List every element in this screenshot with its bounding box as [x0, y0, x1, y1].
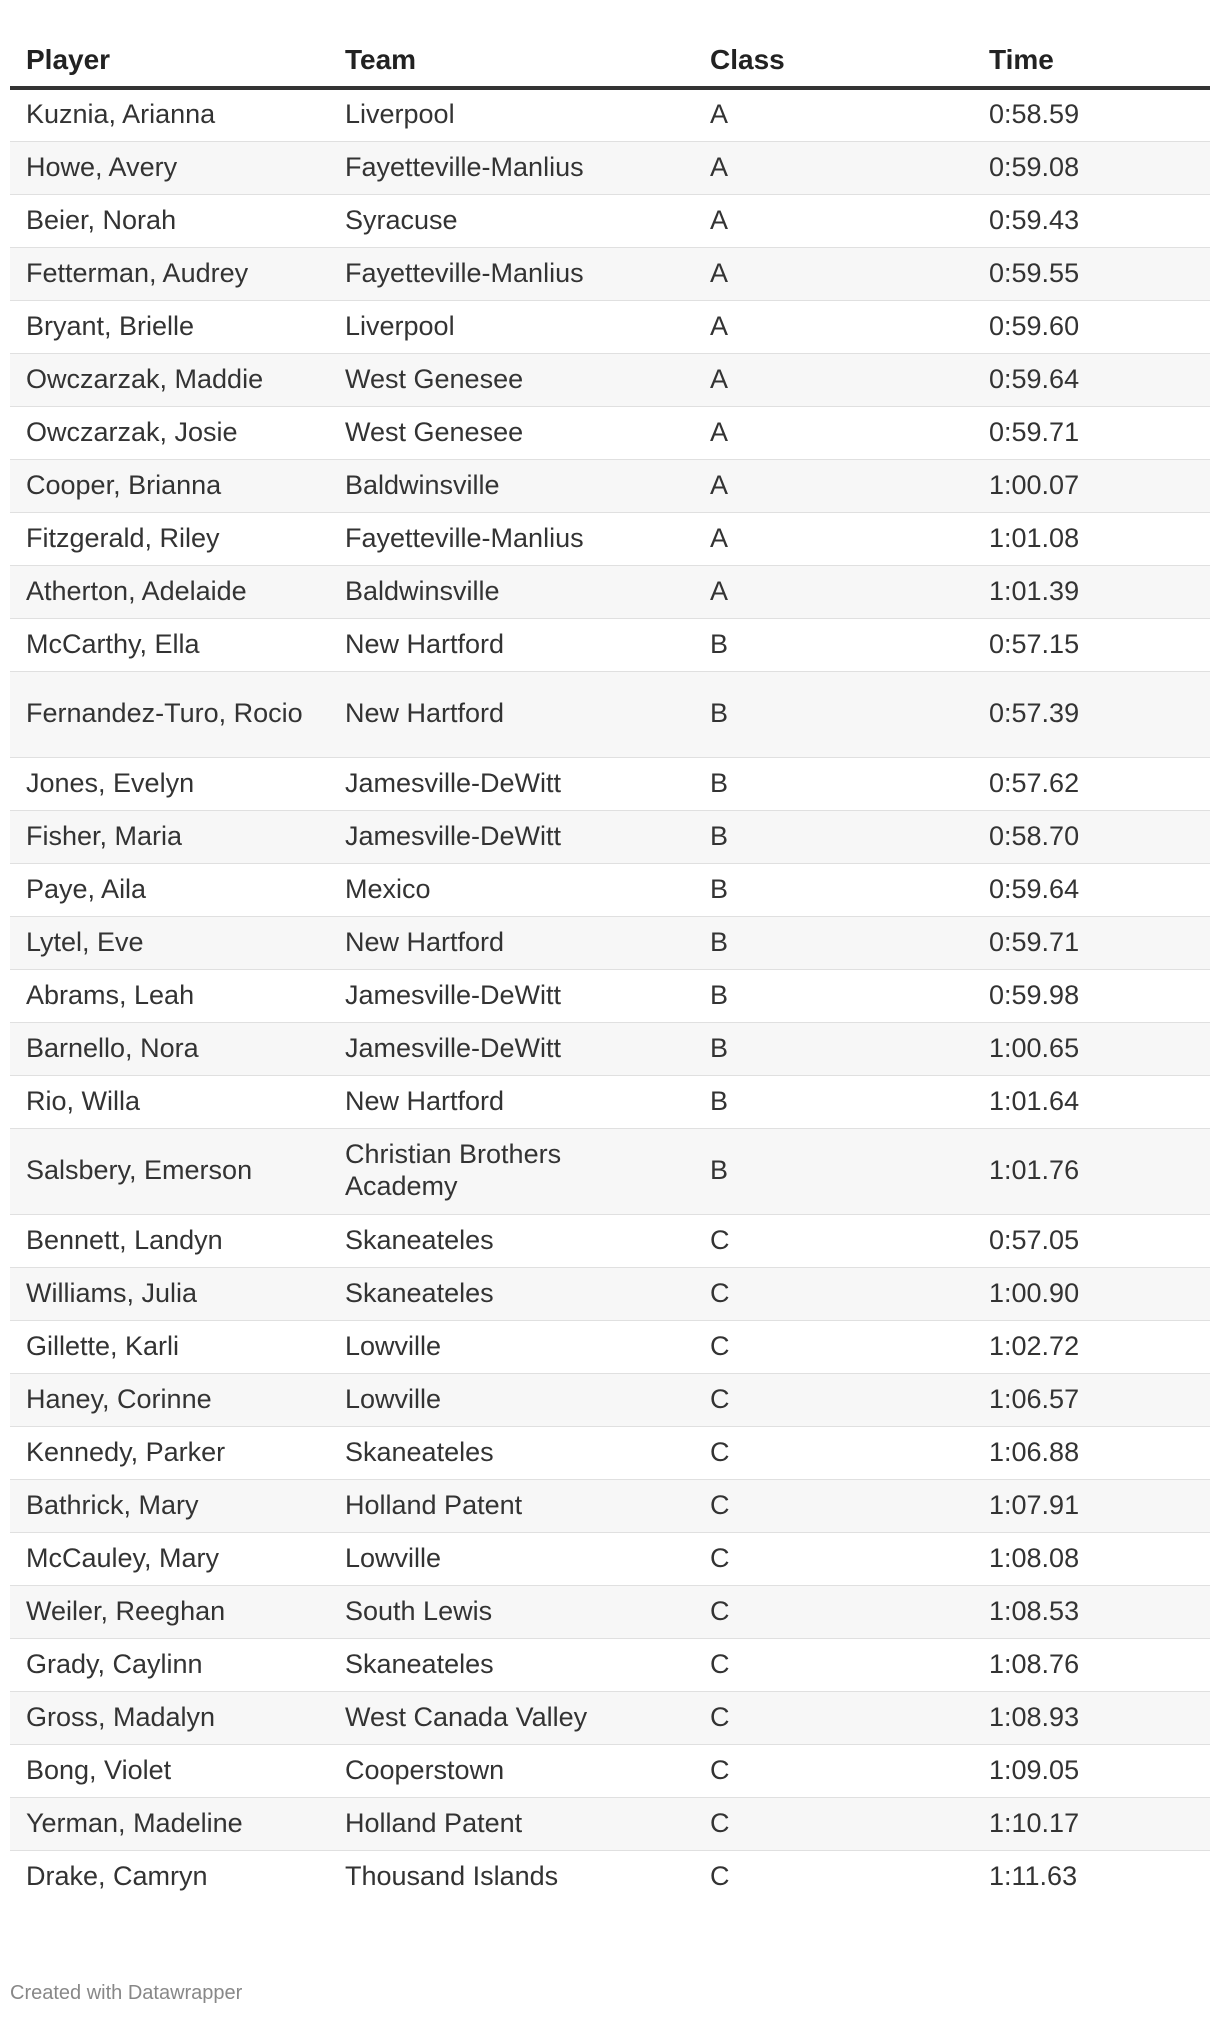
- player-cell: Fitzgerald, Riley: [10, 512, 329, 565]
- player-cell: Howe, Avery: [10, 141, 329, 194]
- player-cell: Gross, Madalyn: [10, 1691, 329, 1744]
- class-cell: A: [694, 247, 973, 300]
- column-header-player[interactable]: Player: [10, 24, 329, 88]
- player-cell: Barnello, Nora: [10, 1022, 329, 1075]
- time-cell: 1:02.72: [973, 1320, 1210, 1373]
- time-cell: 1:07.91: [973, 1479, 1210, 1532]
- player-cell: Owczarzak, Josie: [10, 406, 329, 459]
- team-cell: Skaneateles: [329, 1267, 694, 1320]
- time-cell: 0:59.71: [973, 406, 1210, 459]
- class-cell: B: [694, 1022, 973, 1075]
- team-cell: New Hartford: [329, 916, 694, 969]
- team-cell: Jamesville-DeWitt: [329, 1022, 694, 1075]
- table-row: [10, 512, 1210, 565]
- table-header: [10, 24, 1210, 88]
- time-cell: 0:58.70: [973, 810, 1210, 863]
- team-cell: Lowville: [329, 1320, 694, 1373]
- class-cell: B: [694, 618, 973, 671]
- player-cell: Abrams, Leah: [10, 969, 329, 1022]
- team-cell: Liverpool: [329, 88, 694, 141]
- team-cell: Cooperstown: [329, 1744, 694, 1797]
- table-row: [10, 1850, 1210, 1903]
- class-cell: C: [694, 1479, 973, 1532]
- class-cell: B: [694, 1075, 973, 1128]
- table-row: [10, 757, 1210, 810]
- class-cell: A: [694, 459, 973, 512]
- time-cell: 0:57.62: [973, 757, 1210, 810]
- team-cell: Lowville: [329, 1532, 694, 1585]
- time-cell: 0:59.71: [973, 916, 1210, 969]
- team-cell: West Genesee: [329, 353, 694, 406]
- time-cell: 1:08.93: [973, 1691, 1210, 1744]
- player-cell: Kuznia, Arianna: [10, 88, 329, 141]
- player-cell: Paye, Aila: [10, 863, 329, 916]
- player-cell: McCarthy, Ella: [10, 618, 329, 671]
- class-cell: C: [694, 1691, 973, 1744]
- table-row: [10, 1426, 1210, 1479]
- table-row: [10, 1532, 1210, 1585]
- player-cell: Bong, Violet: [10, 1744, 329, 1797]
- table-row: [10, 1638, 1210, 1691]
- class-cell: C: [694, 1532, 973, 1585]
- class-cell: C: [694, 1267, 973, 1320]
- player-cell: Beier, Norah: [10, 194, 329, 247]
- results-table-container: [10, 24, 1210, 1903]
- time-cell: 0:59.98: [973, 969, 1210, 1022]
- team-cell: Holland Patent: [329, 1479, 694, 1532]
- time-cell: 1:11.63: [989, 1860, 1078, 1891]
- table-row: [10, 1320, 1210, 1373]
- class-cell: C: [694, 1797, 973, 1850]
- class-cell: A: [694, 353, 973, 406]
- table-row: [10, 916, 1210, 969]
- team-cell: Thousand Islands: [345, 1860, 559, 1891]
- table-row: [10, 1075, 1210, 1128]
- column-header-class[interactable]: Class: [694, 24, 973, 88]
- player-cell: Drake, Camryn: [26, 1860, 208, 1891]
- team-cell: Skaneateles: [329, 1214, 694, 1267]
- table-row: [10, 1214, 1210, 1267]
- class-cell: A: [694, 300, 973, 353]
- team-cell: Baldwinsville: [329, 565, 694, 618]
- class-cell: B: [694, 863, 973, 916]
- player-cell: Rio, Willa: [10, 1075, 329, 1128]
- time-cell: 1:01.39: [973, 565, 1210, 618]
- time-cell: 0:58.59: [973, 88, 1210, 141]
- team-cell: Jamesville-DeWitt: [329, 757, 694, 810]
- team-cell: Jamesville-DeWitt: [329, 969, 694, 1022]
- table-row: [10, 141, 1210, 194]
- time-cell: 1:08.08: [973, 1532, 1210, 1585]
- player-cell: Grady, Caylinn: [10, 1638, 329, 1691]
- player-cell: Bathrick, Mary: [10, 1479, 329, 1532]
- class-cell: A: [694, 88, 973, 141]
- team-cell: Jamesville-DeWitt: [329, 810, 694, 863]
- time-cell: 1:01.08: [973, 512, 1210, 565]
- table-row: [10, 1691, 1210, 1744]
- time-cell: 1:09.05: [973, 1744, 1210, 1797]
- player-cell: Weiler, Reeghan: [10, 1585, 329, 1638]
- time-cell: 0:59.08: [973, 141, 1210, 194]
- class-cell: C: [694, 1744, 973, 1797]
- time-cell: 1:00.07: [973, 459, 1210, 512]
- time-cell: 0:57.05: [973, 1214, 1210, 1267]
- table-row: [10, 1022, 1210, 1075]
- table-row: [10, 1128, 1210, 1214]
- team-cell: New Hartford: [329, 1075, 694, 1128]
- class-cell: B: [694, 810, 973, 863]
- team-cell: South Lewis: [329, 1585, 694, 1638]
- table-row: [10, 810, 1210, 863]
- header-row: [10, 24, 1210, 88]
- team-cell: Fayetteville-Manlius: [329, 247, 694, 300]
- class-cell: C: [694, 1373, 973, 1426]
- player-cell: Williams, Julia: [10, 1267, 329, 1320]
- table-row: [10, 1797, 1210, 1850]
- player-cell: Yerman, Madeline: [10, 1797, 329, 1850]
- time-cell: 1:10.17: [973, 1797, 1210, 1850]
- team-cell: Christian Brothers Academy: [329, 1128, 694, 1214]
- player-cell: Salsbery, Emerson: [10, 1128, 329, 1214]
- class-cell: A: [694, 194, 973, 247]
- class-cell: A: [694, 512, 973, 565]
- team-cell: Skaneateles: [329, 1426, 694, 1479]
- player-cell: Haney, Corinne: [10, 1373, 329, 1426]
- class-cell: B: [694, 969, 973, 1022]
- class-cell: C: [694, 1585, 973, 1638]
- table-row: [10, 1479, 1210, 1532]
- player-cell: Fetterman, Audrey: [10, 247, 329, 300]
- time-cell: 1:08.76: [973, 1638, 1210, 1691]
- time-cell: 1:06.57: [973, 1373, 1210, 1426]
- time-cell: 0:59.43: [973, 194, 1210, 247]
- column-header-team[interactable]: Team: [329, 24, 694, 88]
- team-cell: West Canada Valley: [329, 1691, 694, 1744]
- time-cell: 1:08.53: [973, 1585, 1210, 1638]
- results-table: [10, 24, 1210, 1903]
- table-row: [10, 300, 1210, 353]
- player-cell: Fernandez-Turo, Rocio: [10, 671, 329, 757]
- time-cell: 0:59.55: [973, 247, 1210, 300]
- table-row: [10, 406, 1210, 459]
- player-cell: Fisher, Maria: [10, 810, 329, 863]
- class-cell: C: [694, 1214, 973, 1267]
- player-cell: Cooper, Brianna: [10, 459, 329, 512]
- table-row: [10, 459, 1210, 512]
- team-cell: Fayetteville-Manlius: [329, 141, 694, 194]
- table-row: [10, 247, 1210, 300]
- table-row: [10, 618, 1210, 671]
- player-cell: Bennett, Landyn: [10, 1214, 329, 1267]
- table-row: [10, 194, 1210, 247]
- team-cell: New Hartford: [329, 618, 694, 671]
- table-row: [10, 88, 1210, 141]
- player-cell: McCauley, Mary: [10, 1532, 329, 1585]
- class-cell: C: [694, 1320, 973, 1373]
- class-cell: C: [694, 1426, 973, 1479]
- datawrapper-credit: Created with Datawrapper: [10, 1982, 243, 2004]
- time-cell: 0:59.64: [973, 863, 1210, 916]
- class-cell: C: [694, 1638, 973, 1691]
- class-cell: B: [694, 1128, 973, 1214]
- team-cell: Mexico: [329, 863, 694, 916]
- table-row: [10, 863, 1210, 916]
- table-row: [10, 1373, 1210, 1426]
- class-cell: B: [694, 757, 973, 810]
- time-cell: 1:06.88: [973, 1426, 1210, 1479]
- class-cell: C: [710, 1860, 730, 1891]
- team-cell: Skaneateles: [329, 1638, 694, 1691]
- time-cell: 1:01.64: [973, 1075, 1210, 1128]
- team-cell: Holland Patent: [329, 1797, 694, 1850]
- player-cell: Kennedy, Parker: [10, 1426, 329, 1479]
- time-cell: 0:59.64: [973, 353, 1210, 406]
- column-header-time[interactable]: Time: [973, 24, 1210, 88]
- player-cell: Jones, Evelyn: [10, 757, 329, 810]
- table-row: [10, 565, 1210, 618]
- player-cell: Lytel, Eve: [10, 916, 329, 969]
- team-cell: West Genesee: [329, 406, 694, 459]
- team-cell: Fayetteville-Manlius: [329, 512, 694, 565]
- time-cell: 0:57.15: [973, 618, 1210, 671]
- player-cell: Owczarzak, Maddie: [10, 353, 329, 406]
- team-cell: Lowville: [329, 1373, 694, 1426]
- time-cell: 0:57.39: [973, 671, 1210, 757]
- team-cell: New Hartford: [329, 671, 694, 757]
- player-cell: Gillette, Karli: [10, 1320, 329, 1373]
- class-cell: A: [694, 141, 973, 194]
- team-cell: Syracuse: [329, 194, 694, 247]
- player-cell: Atherton, Adelaide: [10, 565, 329, 618]
- table-row: [10, 1744, 1210, 1797]
- team-cell: Liverpool: [329, 300, 694, 353]
- time-cell: 1:00.90: [973, 1267, 1210, 1320]
- class-cell: B: [694, 671, 973, 757]
- table-row: [10, 671, 1210, 757]
- class-cell: A: [694, 406, 973, 459]
- table-row: [10, 969, 1210, 1022]
- time-cell: 0:59.60: [973, 300, 1210, 353]
- table-body: [10, 88, 1210, 1903]
- table-row: [10, 1585, 1210, 1638]
- time-cell: 1:01.76: [973, 1128, 1210, 1214]
- player-cell: Bryant, Brielle: [10, 300, 329, 353]
- team-cell: Baldwinsville: [329, 459, 694, 512]
- table-row: [10, 1267, 1210, 1320]
- class-cell: B: [694, 916, 973, 969]
- time-cell: 1:00.65: [973, 1022, 1210, 1075]
- table-row: [10, 353, 1210, 406]
- class-cell: A: [694, 565, 973, 618]
